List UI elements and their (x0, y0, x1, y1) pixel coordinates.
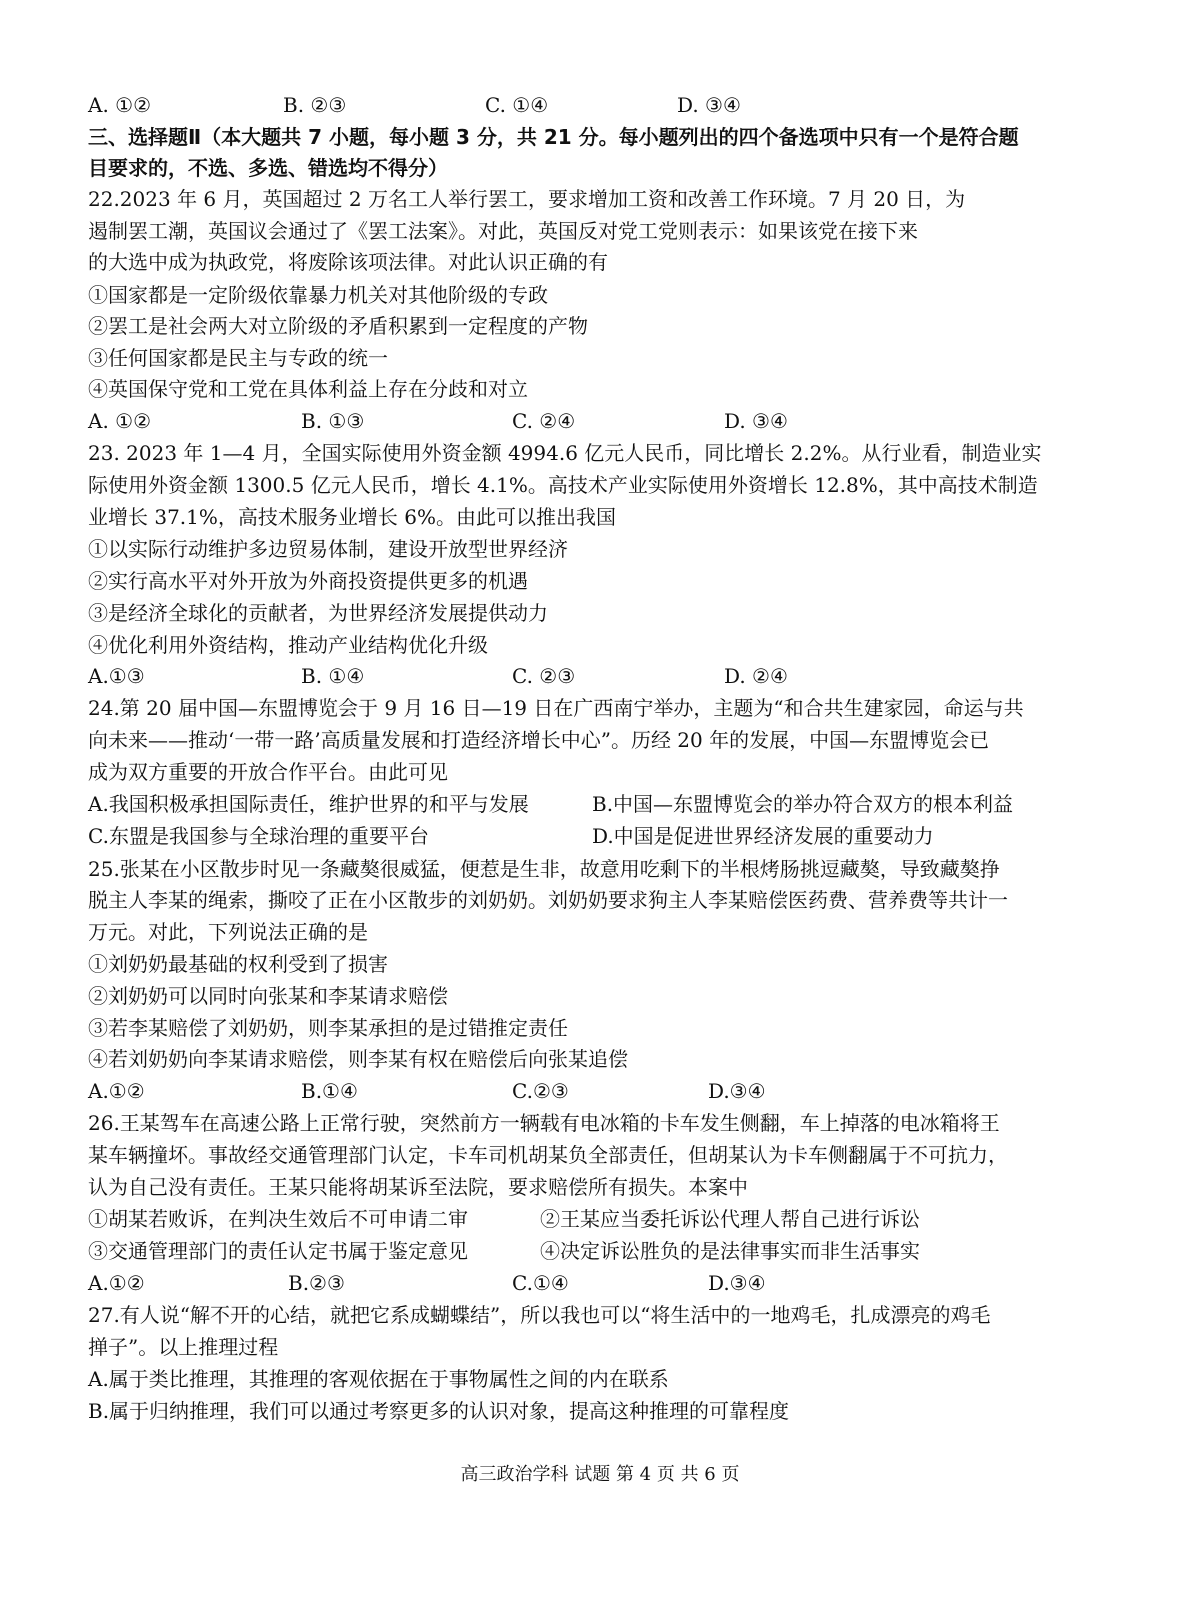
q24-option-d: D.中国是促进世界经济发展的重要动力 (592, 824, 934, 848)
section-heading-line1: 三、选择题Ⅱ（本大题共 7 小题，每小题 3 分，共 21 分。每小题列出的四个备选项中只有一个是符合题 (88, 125, 1019, 149)
q23-option-b: B. ①④ (301, 664, 365, 688)
q26-option-c: C.①④ (512, 1271, 569, 1295)
q25-option-a: A.①② (88, 1079, 145, 1103)
q26-statement-1: ①胡某若败诉，在判决生效后不可申请二审 (88, 1207, 468, 1231)
q26-option-b: B.②③ (288, 1271, 345, 1295)
q26-stem-line: 认为自己没有责任。王某只能将胡某诉至法院，要求赔偿所有损失。本案中 (88, 1175, 748, 1199)
q26-statement-4: ④决定诉讼胜负的是法律事实而非生活事实 (540, 1239, 920, 1263)
section-heading-line2: 目要求的，不选、多选、错选均不得分） (88, 156, 448, 180)
q25-statement: ④若刘奶奶向李某请求赔偿，则李某有权在赔偿后向张某追偿 (88, 1047, 628, 1071)
q24-stem-line: 向未来——推动‘一带一路’高质量发展和打造经济增长中心”。历经 20 年的发展，中国—东盟博览会已 (88, 728, 990, 752)
q26-statement-3: ③交通管理部门的责任认定书属于鉴定意见 (88, 1239, 468, 1263)
q23-option-d: D. ②④ (724, 664, 788, 688)
q24-option-c: C.东盟是我国参与全球治理的重要平台 (88, 824, 429, 848)
q23-statement: ④优化利用外资结构，推动产业结构优化升级 (88, 633, 488, 657)
prev-option-a: A. ①② (88, 93, 152, 117)
q22-option-d: D. ③④ (724, 409, 788, 433)
q23-stem-line: 23. 2023 年 1—4 月，全国实际使用外资金额 4994.6 亿元人民币，同比增长 2.2%。从行业看，制造业实 (88, 441, 1042, 465)
q22-statement: ④英国保守党和工党在具体利益上存在分歧和对立 (88, 377, 528, 401)
q26-statement-2: ②王某应当委托诉讼代理人帮自己进行诉讼 (540, 1207, 920, 1231)
q26-stem-line: 某车辆撞坏。事故经交通管理部门认定，卡车司机胡某负全部责任，但胡某认为卡车侧翻属于不可抗力， (88, 1143, 1008, 1167)
q23-statement: ③是经济全球化的贡献者，为世界经济发展提供动力 (88, 601, 548, 625)
page-footer: 高三政治学科 试题 第 4 页 共 6 页 (460, 1464, 740, 1485)
q23-statement: ①以实际行动维护多边贸易体制，建设开放型世界经济 (88, 537, 568, 561)
q24-stem-line: 24.第 20 届中国—东盟博览会于 9 月 16 日—19 日在广西南宁举办，主题为“和合共生建家园，命运与共 (88, 696, 1024, 720)
q22-statement: ①国家都是一定阶级依靠暴力机关对其他阶级的专政 (88, 283, 548, 307)
q25-option-b: B.①④ (301, 1079, 358, 1103)
q22-stem-line: 22.2023 年 6 月，英国超过 2 万名工人举行罢工，要求增加工资和改善工作环境。7 月 20 日，为 (88, 187, 966, 211)
q22-option-b: B. ①③ (301, 409, 365, 433)
q25-stem-line: 万元。对此，下列说法正确的是 (88, 920, 368, 944)
q25-statement: ①刘奶奶最基础的权利受到了损害 (88, 952, 388, 976)
q23-stem-line: 业增长 37.1%，高技术服务业增长 6%。由此可以推出我国 (88, 505, 616, 529)
q27-option-b: B.属于归纳推理，我们可以通过考察更多的认识对象，提高这种推理的可靠程度 (88, 1399, 790, 1423)
q27-option-a: A.属于类比推理，其推理的客观依据在于事物属性之间的内在联系 (88, 1367, 669, 1391)
q22-statement: ③任何国家都是民主与专政的统一 (88, 346, 388, 370)
q23-statement: ②实行高水平对外开放为外商投资提供更多的机遇 (88, 569, 528, 593)
q22-statement: ②罢工是社会两大对立阶级的矛盾积累到一定程度的产物 (88, 314, 588, 338)
q25-statement: ③若李某赔偿了刘奶奶，则李某承担的是过错推定责任 (88, 1016, 568, 1040)
q22-stem-line: 遏制罢工潮，英国议会通过了《罢工法案》。对此，英国反对党工党则表示：如果该党在接下来 (88, 219, 918, 243)
q26-option-a: A.①② (88, 1271, 145, 1295)
q25-option-c: C.②③ (512, 1079, 569, 1103)
q22-option-a: A. ①② (88, 409, 152, 433)
q25-statement: ②刘奶奶可以同时向张某和李某请求赔偿 (88, 984, 448, 1008)
q27-stem-line: 掸子”。以上推理过程 (88, 1335, 279, 1359)
q26-stem-line: 26.王某驾车在高速公路上正常行驶，突然前方一辆载有电冰箱的卡车发生侧翻，车上掉落的电冰箱将王 (88, 1111, 1000, 1135)
q25-stem-line: 脱主人李某的绳索，撕咬了正在小区散步的刘奶奶。刘奶奶要求狗主人李某赔偿医药费、营养费等共计一 (88, 888, 1008, 912)
q24-option-a: A.我国积极承担国际责任，维护世界的和平与发展 (88, 792, 529, 816)
q23-option-a: A.①③ (88, 664, 145, 688)
prev-option-c: C. ①④ (485, 93, 549, 117)
q24-option-b: B.中国—东盟博览会的举办符合双方的根本利益 (592, 792, 1014, 816)
q25-option-d: D.③④ (708, 1079, 766, 1103)
q22-option-c: C. ②④ (512, 409, 576, 433)
q23-stem-line: 际使用外资金额 1300.5 亿元人民币，增长 4.1%。高技术产业实际使用外资增长 12.8%，其中高技术制造 (88, 473, 1038, 497)
q23-option-c: C. ②③ (512, 664, 576, 688)
q25-stem-line: 25.张某在小区散步时见一条藏獒很威猛，便惹是生非，故意用吃剩下的半根烤肠挑逗藏獒，导致藏獒挣 (88, 857, 1000, 881)
q22-stem-line: 的大选中成为执政党，将废除该项法律。对此认识正确的有 (88, 250, 608, 274)
prev-option-d: D. ③④ (677, 93, 741, 117)
prev-option-b: B. ②③ (283, 93, 347, 117)
q26-option-d: D.③④ (708, 1271, 766, 1295)
q24-stem-line: 成为双方重要的开放合作平台。由此可见 (88, 760, 448, 784)
q27-stem-line: 27.有人说“解不开的心结，就把它系成蝴蝶结”，所以我也可以“将生活中的一地鸡毛，扎成漂亮的鸡毛 (88, 1303, 991, 1327)
